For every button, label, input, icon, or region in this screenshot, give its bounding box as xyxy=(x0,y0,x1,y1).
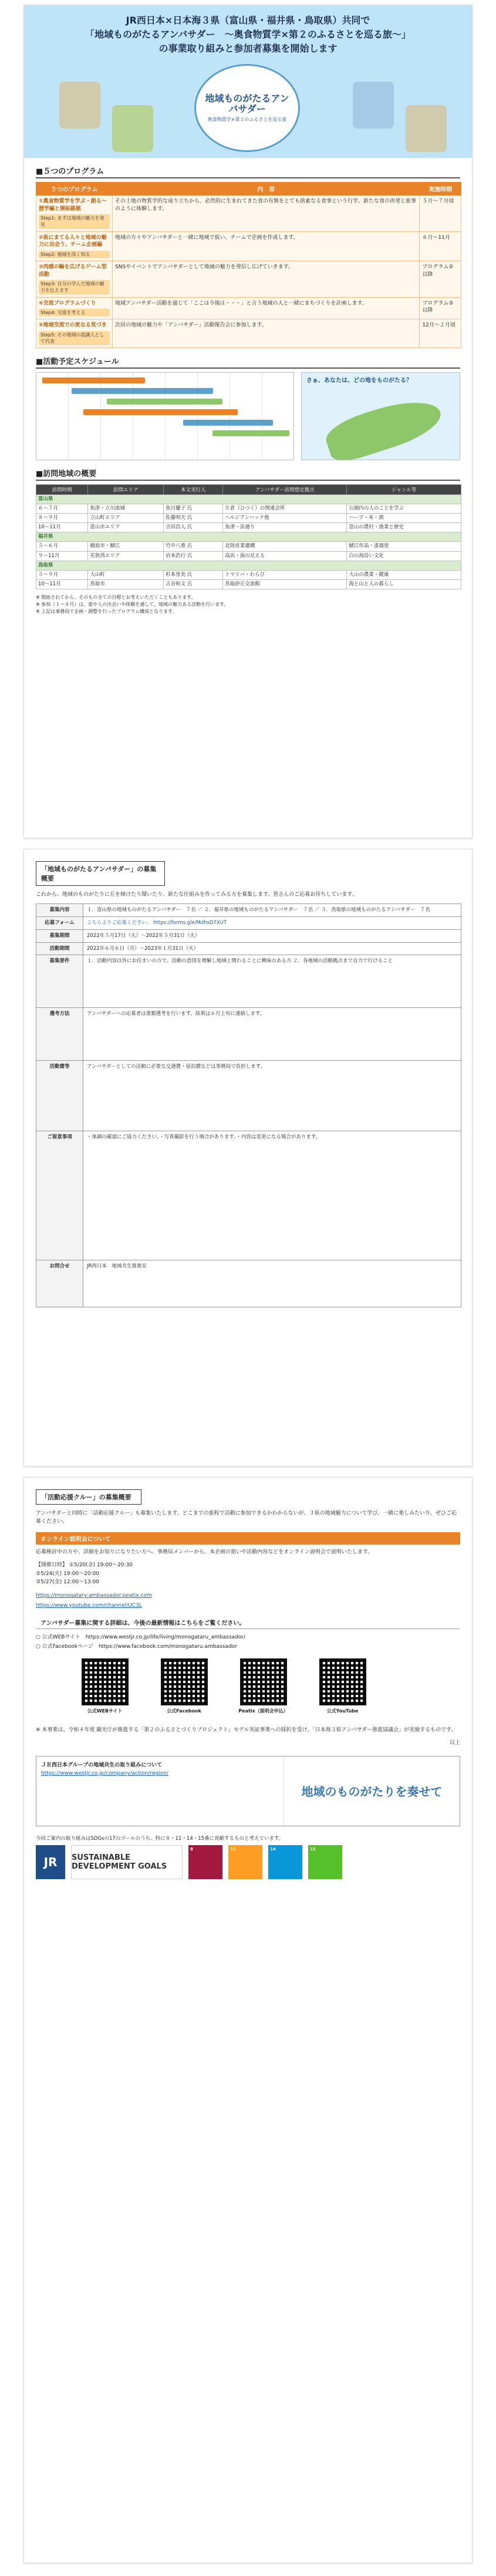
notes: ※ 開始されてから、そのもの全ての目標とお考えいただくこともあります。 ※ 参加（１～８月）は、旅や人の出会いや体験を通して、地域の魅力ある活動を行います。 ※ 上記は事務局で企画・調整を行ったプログラム構成となります。 xyxy=(36,594,229,614)
table-row: 10～11月 鳥取市 古谷和文 氏 鳥取砂丘交流館 海と山と人の暮らし xyxy=(36,579,461,589)
briefing-links xyxy=(36,1591,460,1610)
recruit-table xyxy=(36,903,461,1307)
table-row: 活動費等 アンバサダーとしての活動に必要な交通費・宿泊費などは事務局で負担します。 xyxy=(36,1061,461,1131)
table-row: 10～11月 富山市エリア 吉田昌人 氏 魚津・浜通り 富山の農村・漁業と歴史 xyxy=(36,523,461,532)
briefing-title: オンライン説明会について xyxy=(36,1532,460,1545)
jr-logo: JR xyxy=(36,1845,65,1879)
youtube-link[interactable]: https://www.youtube.com/channel/UC3L xyxy=(36,1602,142,1609)
sdg-caption: 今回ご案内の取り組みはSDGsの17のゴールのうち、特に８・11・14・15番に貢献するものと考えています。 xyxy=(36,1835,284,1842)
program-row: ⑤地域交流での更なる気づき Step5: その地域の認識人として代表 次回の地域の魅力や「アンバサダー」活動報告会に参加します。 12月～２月頃 xyxy=(36,319,461,348)
prefecture-row: 福井県 xyxy=(36,532,461,542)
headline: JR西日本×日本海３県（富山県・福井県・鳥取県）共同で 「地域ものがたるアンバサダー ～奥食物質学×第２のふるさとを巡る旅～」 の事業取り組みと参加者募集を開始します xyxy=(85,15,411,54)
program-row: ②仮にまてる人々と地域の魅力に出会う、チーム企画編 Step2: 地域を深く知る 地域の方々やアンバサダーと一緒に地域で仮い、チームで企画を作成します。 ６月～11月 xyxy=(36,231,461,261)
notice: ※ 本事業は、令和４年度 観光庁が推進する「第２のふるさとづくりプロジェクト」モデル実証事業への採択を受け、「日本海３県アンバサダー推進協議会」が実施するものです。 xyxy=(36,1727,457,1734)
table-row: ご留意事項 ・体調の確認にご協力ください。・写真撮影を行う場合があります。・内容は変更になる場合があります。 xyxy=(36,1131,461,1260)
programs-title: ■５つのプログラム xyxy=(36,165,460,178)
crew-intro: アンバサダーと同時に「活動応援クルー」も募集いたします。どこまでの旅程で活動に参加できるかわからないが、３県の地域魅力について学び、一緒に楽しみたい方、ぜひご応募ください。 xyxy=(36,1510,457,1525)
sdg-icon: 11 xyxy=(228,1845,262,1879)
jr-brand-logo: 地域のものがたりを奏せて xyxy=(284,1756,460,1826)
page-2 xyxy=(23,849,473,1466)
jr-link[interactable]: https://www.westjr.co.jp/company/action/region/ xyxy=(41,1771,168,1777)
sdg-icon: 15 xyxy=(308,1845,342,1879)
hero-banner xyxy=(24,5,472,158)
japan-map-shape xyxy=(322,391,446,466)
schedule-bar xyxy=(83,409,238,415)
table-row: お問合せ JR西日本 地域共生推進室 xyxy=(36,1260,461,1307)
schedule-bar xyxy=(183,420,273,426)
prefecture-row: 富山県 xyxy=(36,495,461,504)
qr-code-icon xyxy=(82,1658,129,1705)
illustration-person-right xyxy=(406,105,447,152)
sdgs-logo: SUSTAINABLE DEVELOPMENT GOALS xyxy=(71,1845,183,1879)
web-link[interactable]: ○ 公式WEBサイト https://www.westjr.co.jp/life/living/monogataru_ambassador/ xyxy=(36,1634,246,1640)
schedule-bar xyxy=(72,388,213,394)
table-row: 募集期間 2022年５月17日（火）～2022年５月31日（火） xyxy=(36,929,461,942)
schedule-chart xyxy=(36,372,294,460)
sns-links xyxy=(36,1633,460,1651)
crew-heading: 「活動応援クルー」の募集概要 xyxy=(36,1489,141,1505)
areas-title: ■訪問地域の概要 xyxy=(36,467,460,481)
schedule-title: ■活動予定スケジュール xyxy=(36,355,460,369)
program-row: ④交流プログラムづくり Step4: 交流を考える 地域アンバサダー活動を通じて「ここは今後は・・・」と言う地域の人と一緒にまちづくりを計画します。 プログラム③以降 xyxy=(36,297,461,319)
schedule-bar xyxy=(107,399,222,404)
illustration-people xyxy=(59,82,100,129)
program-row: ①奥食物質学を学ぶ・創る～歴学編と開拓路脈 Step1: まずは地域の魅力を発見 その土地の物質学的な成り立ちから、必然的に生まれてきた食の有無をとても捨素なる食事という行学。新たな食の再発と旅事のように体験します。 ５月～７月頃 xyxy=(36,195,461,232)
table-row: 応募フォーム こちらよりご応募ください。 https://forms.gle/MdhsD7XUT xyxy=(36,917,461,930)
jr-region-box: ＪＲ西日本グループの地域共生の取り組みについて https://www.westjr.co.jp/company/action/region/ 地域のものがたりを奏せて xyxy=(36,1756,460,1826)
qr-code-icon xyxy=(240,1658,287,1705)
qr-web[interactable]: 公式WEBサイト xyxy=(77,1658,133,1714)
briefing-text: 応募検討中の方や、詳細をお知りになりたい方へ、事務局メンバーから、本企画の狙いや活動内容などをオンライン説明会で説明いたします。 xyxy=(36,1549,373,1555)
sdg-icon: 14 xyxy=(268,1845,302,1879)
table-row: ５～６月 越前市・鯖江 竹中八重 氏 北陸産業遺構 鯖江作品・漆器塗 xyxy=(36,542,461,551)
table-row: 募集要件 １．活動内容以外にお住まいの方で、活動の意図を理解し地域と関わることに興味のある方 ２．各地域の活動拠点まで自力で行けること xyxy=(36,955,461,1008)
prefecture-row: 鳥取県 xyxy=(36,561,461,570)
schedule-bar xyxy=(212,430,289,436)
table-row: ８～９月 立山町エリア 佐藤明夫 氏 ヘルジアンハック他 ハーブ・米・酒 xyxy=(36,514,461,523)
region-map: さぁ、あなたは、どの地をものがたる？ xyxy=(301,372,460,460)
qr-peatix[interactable]: Peatix（説明会申込） xyxy=(235,1658,291,1714)
sns-title: アンバサダー募集に関する詳細は、今後の最新情報はこちらをご覧ください。 xyxy=(36,1616,460,1629)
recruit-intro: これから、地域のものがたりに丘を傾けたり聞いたり、新たな仕組みを作ってみる方を募集します。皆さんのご応募お待ちしています。 xyxy=(36,892,357,898)
table-row: 活動期間 2022年６月６日（月）～2023年１月31日（火） xyxy=(36,942,461,955)
ambassador-badge: 地域ものがたるアンバサダー 奥食物質学×第２のふるさとを巡る旅 xyxy=(194,64,300,152)
recruit-heading: 「地域ものがたるアンバサダー」の募集概要 xyxy=(36,861,165,886)
facebook-link[interactable]: ○ 公式Facebookページ https://www.facebook.com/monogataru.ambassador xyxy=(36,1643,237,1650)
sdg-icon: 8 xyxy=(188,1845,222,1879)
page-3 xyxy=(23,1477,473,2563)
illustration-bike xyxy=(112,105,153,152)
qr-code-icon xyxy=(161,1658,208,1705)
program-row: ③肉感の輪を広げるゲーム型活動 Step3: 自分の学んだ地域の魅力を伝えます SNSやイベントでアンバサダーとして地域の魅力を発信し広げていきます。 プログラム②以降 xyxy=(36,261,461,297)
table-row: 募集内容 １．富山県の地域ものがたるアンバサダー ７名 ／ ２．福井県の地域ものがたるアンバサダー ７名 ／ ３．鳥取県の地域ものがたるアンバサダー ７名 xyxy=(36,904,461,917)
table-row: ９～11月 若狭湾エリア 岩本浩行 氏 高浜・海の見える 白の海沿い文化 xyxy=(36,551,461,561)
qr-code-icon xyxy=(319,1658,366,1705)
briefing-dates: 【開催日時】 ①5/20(金) 19:00～20:30 ②5/24(火) 19:00～20:00 ③5/27(金) 12:00～13:00 xyxy=(36,1562,133,1585)
page-1 xyxy=(23,5,473,838)
peatix-link[interactable]: https://monogatary-ambassador.peatix.com xyxy=(36,1593,152,1599)
table-row: 選考方法 アンバサダーへの応募者は書類選考を行います。結果は６月上旬に連絡します。 xyxy=(36,1008,461,1061)
table-row: ６～７月 魚津・立川流域 魚川慶子 氏 片倉（ひつく）の関連会所 公園内の人のことを学ぶ xyxy=(36,504,461,514)
areas-table: 訪問時期 訪問エリア 本文実行人 アンバサダー訪問想定拠点 ジャンル等 富山県 ６～７月 魚津・立川流域 魚川慶子 氏 片倉（ひつく）の関連会所 公園内の人のことを学ぶ ８～９月 立山町エリア 佐藤明夫 氏 ヘルジアンハック他 ハーブ・米・酒 10～11月 富山市エリア 吉田昌人 氏 魚津・浜通り 富山の農村・漁業と歴史 福井県 ５～６月 越前市・鯖江 竹中八重 氏 北陸産業遺構 鯖江作品・漆器塗 ９～11月 若狭湾エリア 岩本浩行 氏 高浜・海の見える 白の海沿い文化 鳥取県 ５～９月 大山町 杉本里美 氏 トマリバ・わらび 大山の農業・健康 10～11月 鳥取市 古谷和文 氏 鳥取砂丘交流館 海と山と人の暮らし xyxy=(36,484,461,589)
notice-end: 以上 xyxy=(449,1740,460,1746)
qr-codes xyxy=(77,1658,419,1714)
qr-youtube[interactable]: 公式YouTube xyxy=(315,1658,370,1714)
illustration-fish xyxy=(353,82,394,129)
programs-table: ５つのプログラム 内 容 実施時期 ①奥食物質学を学ぶ・創る～歴学編と開拓路脈 Step1: まずは地域の魅力を発見 その土地の物質学的な成り立ちから、必然的に生まれてきた食の有無をとても捨素なる食事という行学。新たな食の再発と旅事のように体験します。 ５月～７月頃 ②仮にまてる人々と地域の魅力に出会う、チーム企画編 Step2: 地域を深く知る 地域の方々やアンバサダーと一緒に地域で仮い、チームで企画を作成します。 ６月～11月 ③肉感の輪を広げるゲーム型活動 Step3: 自分の学んだ地域の魅力を伝えます SNSやイベントでアンバサダーとして地域の魅力を発信し広げていきます。 プログラム②以降 ④交流プログラムづくり Step4: 交流を考える 地域アンバサダー活動を通じて「ここは今後は・・・」と言う地域の人と一緒にまちづくりを計画します。 プログラム③以降 ⑤地域交流での更なる気づき Step5: その地域の認識人として代表 次回の地域の魅力や「アンバサダー」活動報告会に参加します。 12月～２月頃 xyxy=(36,182,461,348)
schedule-bar xyxy=(42,377,145,383)
sdg-row xyxy=(36,1845,460,1879)
qr-facebook[interactable]: 公式Facebook xyxy=(156,1658,212,1714)
schedule-section xyxy=(36,372,460,460)
table-row: ５～９月 大山町 杉本里美 氏 トマリバ・わらび 大山の農業・健康 xyxy=(36,570,461,579)
